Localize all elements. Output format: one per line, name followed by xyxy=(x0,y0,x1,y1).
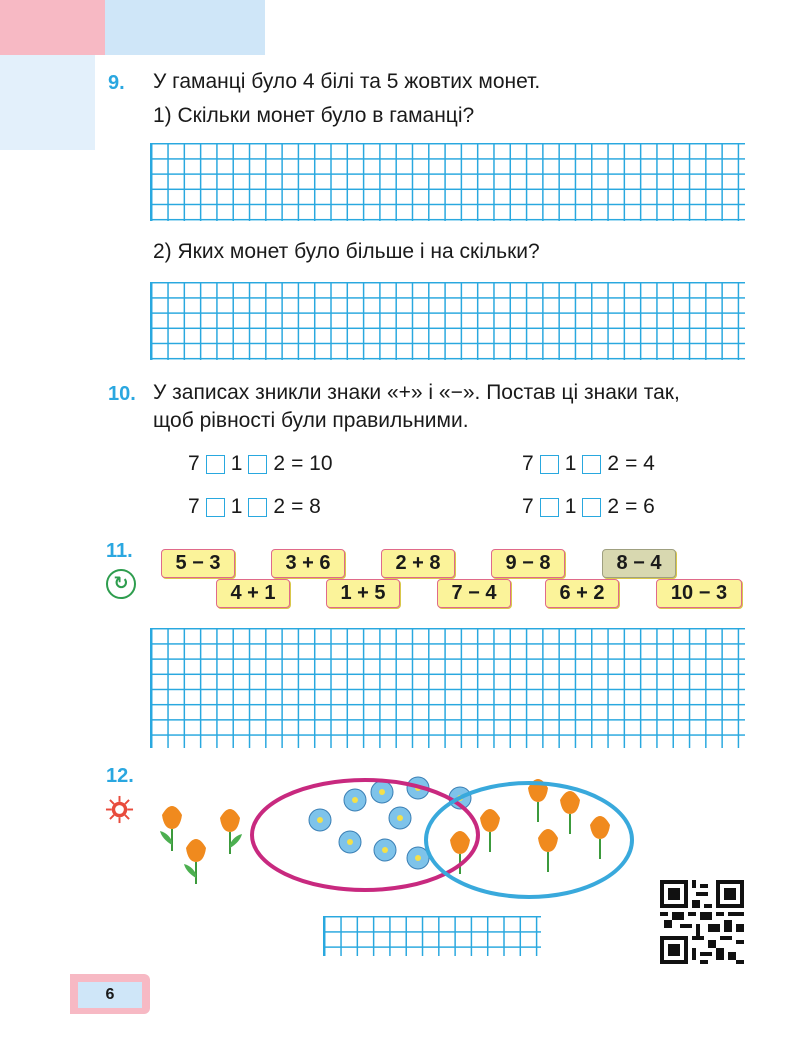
expression-card[interactable]: 8 − 4 xyxy=(602,549,676,578)
equation-2-sign-box-2[interactable] xyxy=(248,498,267,517)
equation-3-sign-box-2[interactable] xyxy=(582,455,601,474)
equation-1-c: 2 xyxy=(273,452,286,475)
answer-grid-3[interactable] xyxy=(150,628,745,748)
equation-3-sign-box-1[interactable] xyxy=(540,455,559,474)
page-number: 6 xyxy=(78,982,142,1008)
page-number-tab xyxy=(70,974,150,1014)
expression-card[interactable]: 2 + 8 xyxy=(381,549,455,578)
equation-3-a: 7 xyxy=(522,452,534,475)
equation-3-result: = 4 xyxy=(625,452,655,475)
equation-4-result: = 6 xyxy=(625,495,655,518)
corner-decoration-light-blue xyxy=(0,55,95,150)
task-11-number: 11. xyxy=(106,540,133,562)
answer-grid-4[interactable] xyxy=(323,916,541,956)
expression-card[interactable]: 6 + 2 xyxy=(545,579,619,608)
equation-4-b: 1 xyxy=(564,495,577,518)
task-10-line-1: У записах зникли знаки «+» і «−». Постав ці знаки так, xyxy=(153,381,680,404)
equation-2-sign-box-1[interactable] xyxy=(206,498,225,517)
equation-4-a: 7 xyxy=(522,495,534,518)
task-9-number: 9. xyxy=(108,72,125,94)
expression-card[interactable]: 5 − 3 xyxy=(161,549,235,578)
equation-2-a: 7 xyxy=(188,495,200,518)
expression-card[interactable]: 1 + 5 xyxy=(326,579,400,608)
answer-grid-2[interactable] xyxy=(150,282,745,360)
equation-3-c: 2 xyxy=(607,452,620,475)
expression-card[interactable]: 10 − 3 xyxy=(656,579,742,608)
equation-1-a: 7 xyxy=(188,452,200,475)
corner-decoration-pink xyxy=(0,0,105,55)
task-12-number: 12. xyxy=(106,765,134,787)
tulip-icon xyxy=(184,839,206,884)
expression-card[interactable]: 9 − 8 xyxy=(491,549,565,578)
tulip-icon xyxy=(160,806,182,851)
equation-2-c: 2 xyxy=(273,495,286,518)
qr-code-icon xyxy=(660,880,744,964)
task-10-number: 10. xyxy=(108,383,136,405)
equation-1 xyxy=(188,452,333,476)
equation-3 xyxy=(522,452,655,476)
equation-3-b: 1 xyxy=(564,452,577,475)
equation-4-c: 2 xyxy=(607,495,620,518)
equation-1-b: 1 xyxy=(230,452,243,475)
expression-card[interactable]: 3 + 6 xyxy=(271,549,345,578)
equation-4-sign-box-1[interactable] xyxy=(540,498,559,517)
corner-decoration-blue xyxy=(105,0,265,55)
task-9-question-1: 1) Скільки монет було в гаманці? xyxy=(153,104,475,127)
task-9-question-2: 2) Яких монет було більше і на скільки? xyxy=(153,240,540,263)
task-10-line-2: щоб рівності були правильними. xyxy=(153,409,469,432)
equation-1-sign-box-1[interactable] xyxy=(206,455,225,474)
expression-card[interactable]: 4 + 1 xyxy=(216,579,290,608)
task-9-text: У гаманці було 4 білі та 5 жовтих монет. xyxy=(153,70,541,93)
venn-diagram xyxy=(150,770,650,900)
equation-2-result: = 8 xyxy=(291,495,321,518)
equation-2 xyxy=(188,495,321,519)
equation-4 xyxy=(522,495,655,519)
tulip-icon xyxy=(220,809,242,854)
sun-icon xyxy=(105,795,134,824)
expression-card[interactable]: 7 − 4 xyxy=(437,579,511,608)
equation-1-sign-box-2[interactable] xyxy=(248,455,267,474)
equation-2-b: 1 xyxy=(230,495,243,518)
equation-1-result: = 10 xyxy=(291,452,333,475)
equation-4-sign-box-2[interactable] xyxy=(582,498,601,517)
repeat-icon: ↻ xyxy=(106,569,136,599)
answer-grid-1[interactable] xyxy=(150,143,745,221)
